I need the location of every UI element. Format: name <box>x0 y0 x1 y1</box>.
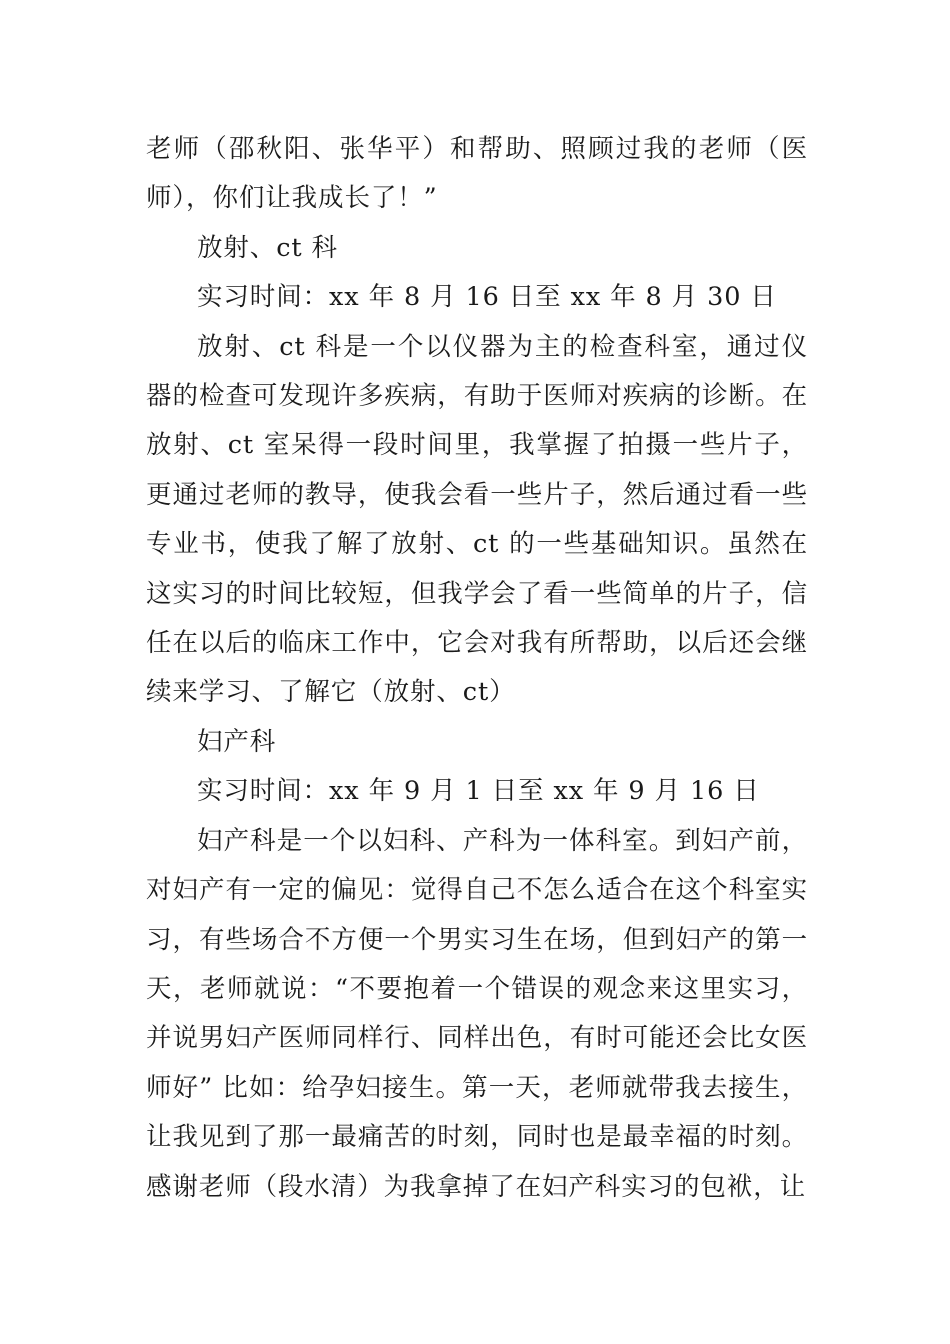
internship-period-radiology: 实习时间：xx 年 8 月 16 日至 xx 年 8 月 30 日 <box>197 282 777 313</box>
document-body <box>146 125 808 1212</box>
paragraph-obstetrics: 妇产科是一个以妇科、产科为一体科室。到妇产前，对妇产有一定的偏见：觉得自己不怎么适合在这个科室实习，有些场合不方便一个男实习生在场，但到妇产的第一天，老师就说：“不要抱着一个错误的观念来这里实习，并说男妇产医师同样行、同样出色，有时可能还会比女医师好” 比如：给孕妇接生。第一天，老师就带我去接生，让我见到了那一最痛苦的时刻，同时也是最幸福的时刻。感谢老师（段水清）为我拿掉了在妇产科实习的包袱，让 <box>146 825 808 1202</box>
paragraph-radiology: 放射、ct 科是一个以仪器为主的检查科室，通过仪器的检查可发现许多疾病，有助于医师对疾病的诊断。在放射、ct 室呆得一段时间里，我掌握了拍摄一些片子，更通过老师的教导，使我会看一些片子，然后通过看一些专业书，使我了解了放射、ct 的一些基础知识。虽然在这实习的时间比较短，但我学会了看一些简单的片子，信任在以后的临床工作中，它会对我有所帮助，以后还会继续来学习、了解它（放射、ct） <box>146 331 808 708</box>
section-heading-radiology: 放射、ct 科 <box>197 232 338 263</box>
internship-period-obstetrics: 实习时间：xx 年 9 月 1 日至 xx 年 9 月 16 日 <box>197 776 760 807</box>
section-heading-obstetrics: 妇产科 <box>197 726 277 757</box>
paragraph-continuation: 老师（邵秋阳、张华平）和帮助、照顾过我的老师（医师），你们让我成长了！” <box>146 134 808 214</box>
